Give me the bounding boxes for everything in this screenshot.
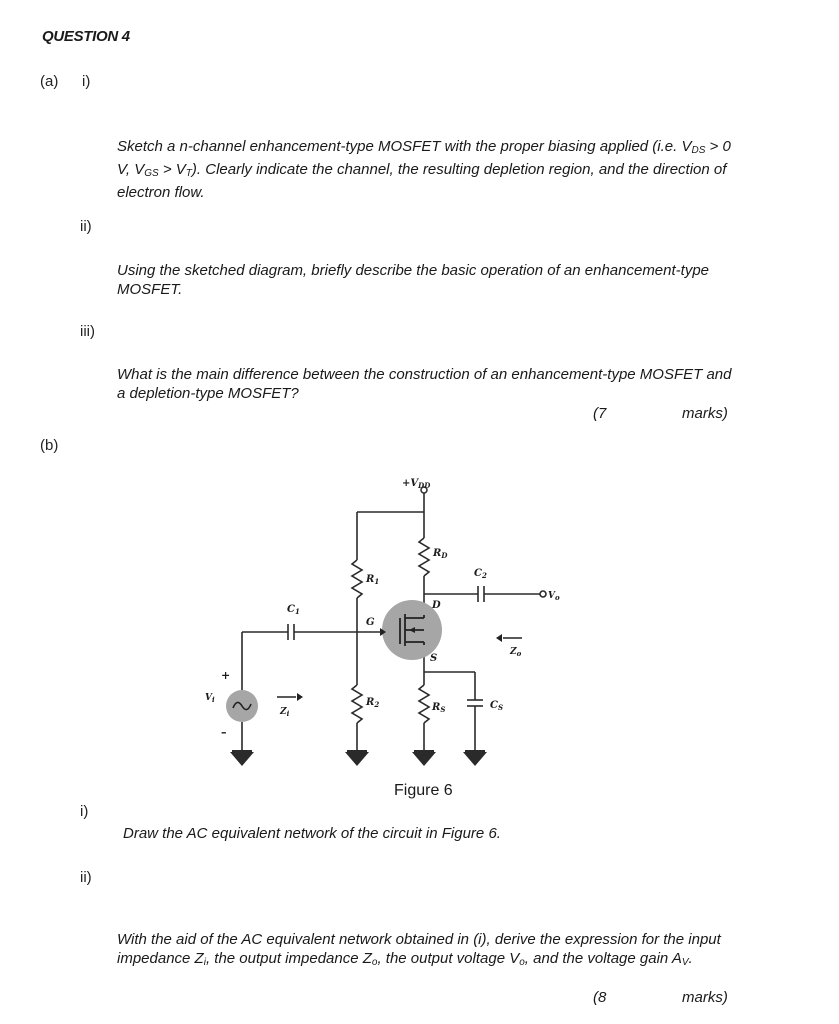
c1-label: $C_1$ xyxy=(287,604,300,616)
part-b-i-text: Draw the AC equivalent network of the circuit in Figure 6. xyxy=(123,825,501,842)
ground-icon-cs xyxy=(463,752,487,766)
part-b-ii-label: ii) xyxy=(80,869,92,886)
rs-resistor xyxy=(419,685,429,723)
plus-sign: + xyxy=(221,669,231,682)
minus-sign: – xyxy=(221,726,227,739)
c2-label: $C_2$ xyxy=(474,568,487,580)
part-b-i-label: i) xyxy=(80,803,89,820)
r2-label: $R_2$ xyxy=(366,697,380,709)
source-label: S xyxy=(430,653,438,664)
vdd-label: $+V_{DD}$ xyxy=(402,478,431,490)
vi-label: $V_i$ xyxy=(205,693,215,704)
rd-label: $R_D$ xyxy=(433,548,448,560)
part-a-iii-text: What is the main difference between the construction of an enhancement-type MOSFET and a depletion-type MOSFET? xyxy=(117,366,732,402)
rs-label: $R_S$ xyxy=(432,702,446,714)
part-a-iii-label: iii) xyxy=(80,323,95,340)
ground-icon-rs xyxy=(412,752,436,766)
part-a-ii-text: Using the sketched diagram, briefly describe the basic operation of an enhancement-type MOSFET. xyxy=(117,262,710,298)
zo-label: $Z_o$ xyxy=(510,647,522,658)
part-b-marks-open: (8 xyxy=(593,989,607,1006)
zi-label: $Z_i$ xyxy=(280,707,290,718)
circuit-diagram xyxy=(190,455,570,785)
part-a-i-text: Sketch a n-channel enhancement-type MOSFET with the proper biasing applied (i.e. $V_{DS} > 0$ V, $V_{GS} > V_T$). Clearly indicate the channel, the resulting depletion region, and the direction of electron flow. xyxy=(117,138,731,201)
ground-icon-r2 xyxy=(345,752,369,766)
part-b-marks-close: marks) xyxy=(682,989,728,1006)
figure-caption: Figure 6 xyxy=(394,782,453,799)
part-a-marks-close: marks) xyxy=(682,405,728,422)
rd-resistor xyxy=(419,538,429,576)
gate-label: G xyxy=(366,617,375,628)
ground-symbols xyxy=(230,752,487,766)
question-title: QUESTION 4 xyxy=(42,28,130,45)
part-b-ii-text: With the aid of the AC equivalent network obtained in (i), derive the expression for the input impedance $Z_i$, the output impedance $Z_o$, the output voltage $V_o$, and the voltage gain $A_V$. xyxy=(117,931,721,968)
vo-terminal xyxy=(540,591,546,597)
vo-label: $V_o$ xyxy=(548,591,560,602)
part-a-ii-label: ii) xyxy=(80,218,92,235)
ground-icon-vi xyxy=(230,752,254,766)
r1-resistor xyxy=(352,560,362,598)
r2-resistor xyxy=(352,685,362,723)
part-a-label: (a) xyxy=(40,73,59,90)
part-b-label: (b) xyxy=(40,437,59,454)
cs-label: $C_S$ xyxy=(490,700,504,712)
r1-label: $R_1$ xyxy=(366,574,380,586)
part-a-i-label: i) xyxy=(82,73,91,90)
drain-label: D xyxy=(432,600,441,611)
part-a-marks-open: (7 xyxy=(593,405,607,422)
